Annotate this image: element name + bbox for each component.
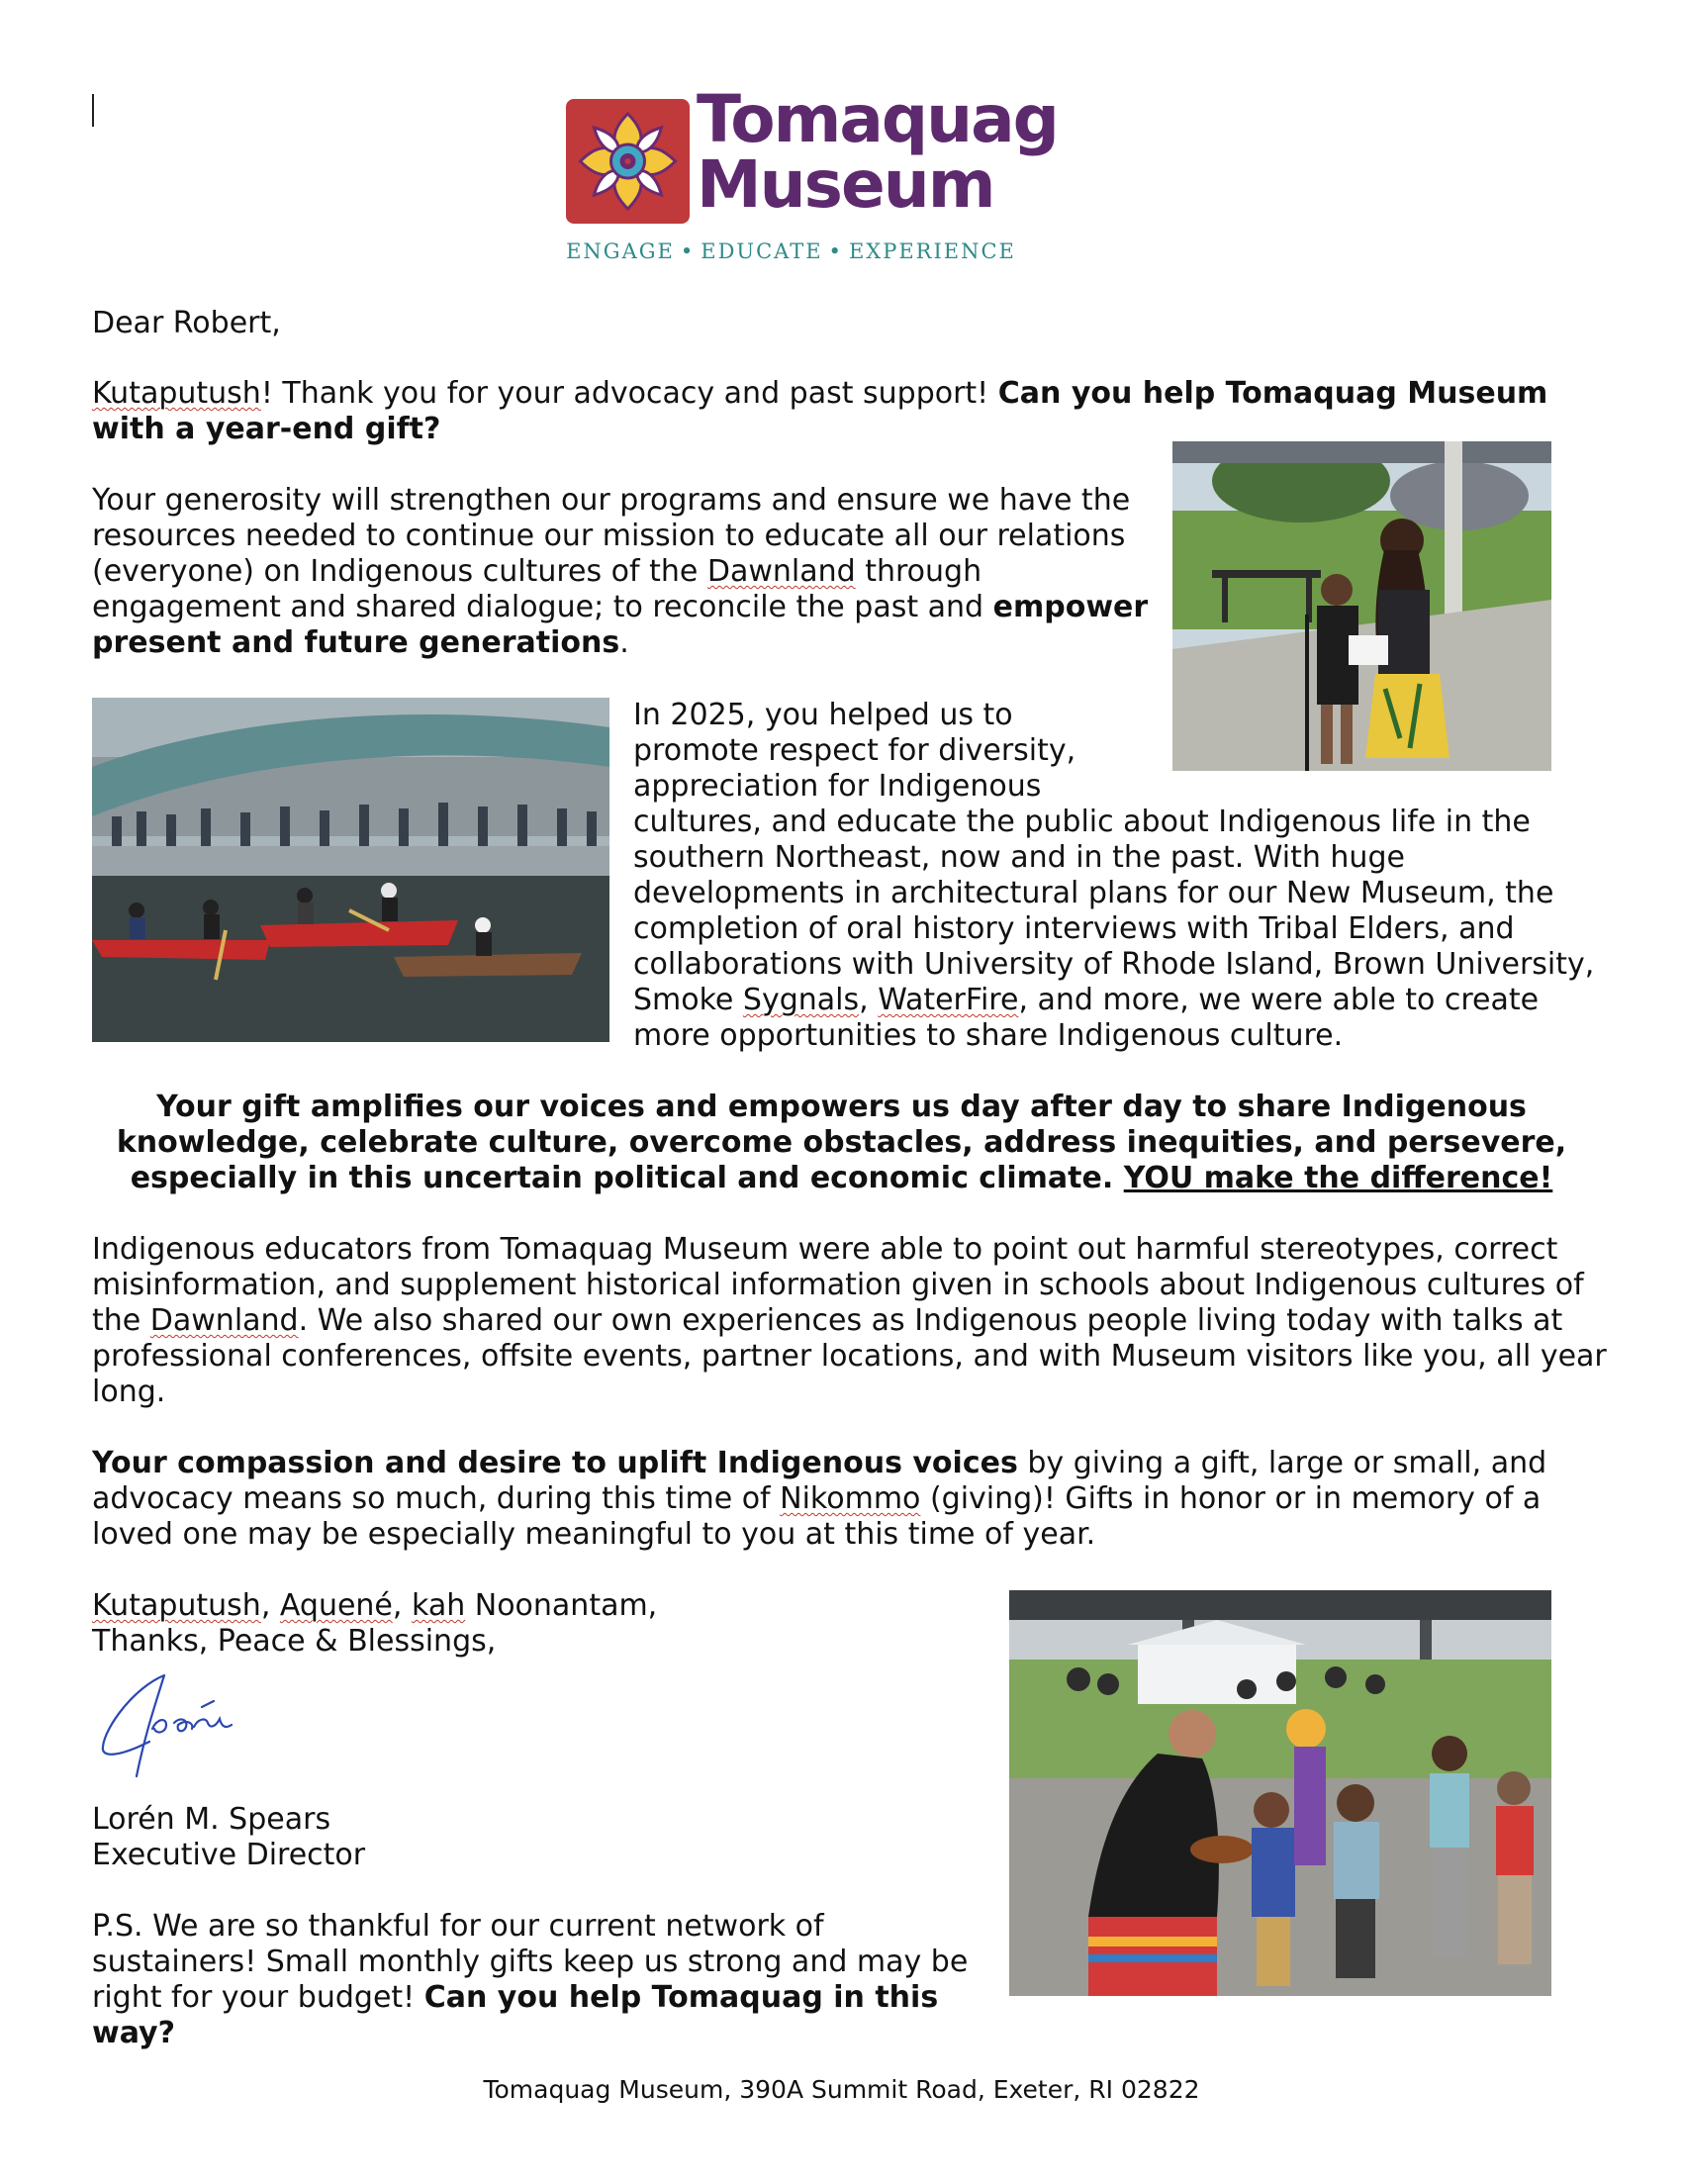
mission-emphasis: empower	[992, 590, 1149, 624]
native-word: Dawnland	[149, 1303, 299, 1338]
canoes-photo	[92, 698, 609, 1042]
partner-name: Sygnals	[742, 983, 860, 1017]
educators-line-1: Indigenous educators from Tomaquag Museum were able to point out harmful stereotypes, correct	[92, 1232, 1558, 1267]
native-word: Aquené	[279, 1588, 393, 1623]
appeal-line-2: knowledge, celebrate culture, overcome obstacles, address inequities, and persevere,	[116, 1125, 1567, 1160]
impact-line-4: cultures, and educate the public about Indigenous life in the	[633, 805, 1531, 839]
tagline-experience: EXPERIENCE	[848, 239, 1016, 263]
ps-text: right for your budget!	[92, 1980, 424, 2015]
ps-line-1: P.S. We are so thankful for our current network of	[92, 1909, 824, 1944]
impact-text: ,	[859, 983, 879, 1017]
mission-text: (everyone) on Indigenous cultures of the	[92, 554, 707, 589]
appeal-highlight: YOU make the difference!	[1123, 1161, 1553, 1195]
ps-line-2: sustainers! Small monthly gifts keep us strong and may be	[92, 1945, 969, 1979]
compassion-emphasis: Your compassion and desire to uplift Indigenous voices	[92, 1446, 1018, 1480]
mission-line-5	[92, 625, 629, 661]
educators-line-4: professional conferences, offsite events, partner locations, and with Museum visitors like you, all year	[92, 1339, 1607, 1374]
mission-line-4	[92, 590, 1148, 625]
impact-line-9	[633, 983, 1539, 1018]
educators-text: the	[92, 1303, 150, 1338]
impact-line-10: more opportunities to share Indigenous culture.	[633, 1018, 1344, 1053]
flower-emblem-icon	[566, 99, 690, 224]
native-word: kah	[411, 1588, 466, 1623]
educators-text: . We also shared our own experiences as Indigenous people living today with talks at	[298, 1303, 1563, 1338]
impact-line-7: completion of oral history interviews with Tribal Elders, and	[633, 911, 1515, 946]
museum-wordmark	[697, 81, 1058, 223]
closing-text: ,	[260, 1588, 280, 1623]
mission-line-1: Your generosity will strengthen our programs and ensure we have the	[92, 483, 1131, 518]
closing-line-1	[92, 1588, 657, 1624]
closing-text: ,	[392, 1588, 412, 1623]
intro-line-1	[92, 376, 1547, 412]
text-cursor	[92, 94, 94, 127]
closing-line-2: Thanks, Peace & Blessings,	[92, 1624, 497, 1659]
compassion-text: by giving a gift, large or small, and	[1017, 1446, 1547, 1480]
tagline-dot: •	[680, 239, 696, 263]
salutation: Dear Robert,	[92, 306, 281, 340]
mission-text: .	[619, 625, 629, 660]
appeal-line-1: Your gift amplifies our voices and empowers us day after day to share Indigenous	[156, 1090, 1527, 1124]
ps-ask: Can you help Tomaquag in this	[423, 1980, 939, 2015]
impact-line-3: appreciation for Indigenous	[633, 769, 1042, 804]
impact-text: Smoke	[633, 983, 743, 1017]
educators-line-5: long.	[92, 1375, 166, 1409]
mission-text: engagement and shared dialogue; to reconcile the past and	[92, 590, 993, 624]
partner-name: WaterFire	[878, 983, 1019, 1017]
impact-line-1: In 2025, you helped us to	[633, 698, 1013, 732]
closing-text: Noonantam,	[465, 1588, 658, 1623]
compassion-text: advocacy means so much, during this time of	[92, 1481, 781, 1516]
mission-line-3	[92, 554, 982, 590]
youth-reading-photo	[1172, 441, 1551, 771]
museum-logo	[566, 81, 1058, 267]
compassion-line-3: loved one may be especially meaningful to you at this time of year.	[92, 1517, 1096, 1552]
compassion-text: (giving)! Gifts in honor or in memory of a	[920, 1481, 1542, 1516]
educators-line-2: misinformation, and supplement historical information given in schools about Indigenous cultures of	[92, 1268, 1584, 1302]
tagline-engage: ENGAGE	[566, 239, 675, 263]
impact-line-6: developments in architectural plans for our New Museum, the	[633, 876, 1554, 910]
impact-text: , and more, we were able to create	[1018, 983, 1540, 1017]
appeal-line-3	[0, 1161, 1683, 1196]
ps-line-3	[92, 1980, 938, 2016]
handwritten-signature	[95, 1667, 293, 1784]
ps-line-4: way?	[92, 2016, 175, 2050]
compassion-line-1	[92, 1446, 1546, 1481]
intro-line-2: with a year-end gift?	[92, 412, 441, 446]
mission-emphasis: present and future generations	[92, 625, 620, 660]
impact-line-8: collaborations with University of Rhode Island, Brown University,	[633, 947, 1595, 982]
appeal-text: especially in this uncertain political and economic climate.	[130, 1161, 1124, 1195]
tagline-dot: •	[828, 239, 843, 263]
footer-address: Tomaquag Museum, 390A Summit Road, Exeter, RI 02822	[483, 2075, 1200, 2104]
ceremony-photo	[1009, 1590, 1551, 1996]
native-word: Nikommo	[780, 1481, 921, 1516]
logo-tagline	[566, 239, 1016, 263]
native-word: Kutaputush	[92, 1588, 261, 1623]
mission-line-2: resources needed to continue our mission to educate all our relations	[92, 519, 1126, 553]
native-word: Kutaputush	[92, 376, 261, 411]
mission-text: through	[855, 554, 982, 589]
educators-line-3	[92, 1303, 1562, 1339]
native-word: Dawnland	[706, 554, 856, 589]
signer-name: Lorén M. Spears	[92, 1802, 331, 1837]
signer-title: Executive Director	[92, 1838, 366, 1872]
tagline-educate: EDUCATE	[701, 239, 823, 263]
intro-text: ! Thank you for your advocacy and past support!	[260, 376, 998, 411]
impact-line-5: southern Northeast, now and in the past. With huge	[633, 840, 1405, 875]
logo-name-line1: Tomaquag	[697, 81, 1058, 157]
impact-line-2: promote respect for diversity,	[633, 733, 1076, 768]
logo-name-line2: Museum	[697, 146, 994, 223]
compassion-line-2	[92, 1481, 1541, 1517]
intro-ask: Can you help Tomaquag Museum	[997, 376, 1548, 411]
